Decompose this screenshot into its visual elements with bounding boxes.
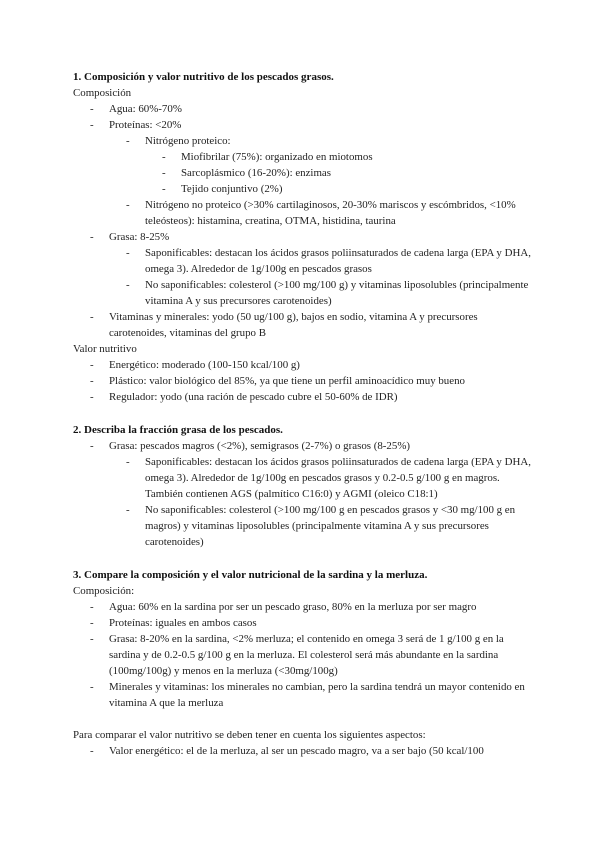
list-item: - No saponificables: colesterol (>100 mg/100 g en pescados grasos y <30 mg/100 g en magros) y vitaminas liposolubles (principalmente vitamina A y sus precursores carotenoides) — [145, 502, 533, 550]
list-item: - Saponificables: destacan los ácidos grasos poliinsaturados de cadena larga (EPA y DHA, omega 3). Alrededor de 1g/100g en pescados grasos — [145, 245, 533, 277]
section-2-heading: 2. Describa la fracción grasa de los pescados. — [73, 424, 283, 436]
list-item: - Vitaminas y minerales: yodo (50 ug/100 g), bajos en sodio, vitamina A y precursores carotenoides, vitaminas del grupo B — [109, 309, 533, 341]
fat-fraction-sublist — [109, 454, 533, 550]
protein-nitrogen-sublist — [145, 149, 533, 197]
list-item: - Agua: 60% en la sardina por ser un pescado graso, 80% en la merluza por ser magro — [109, 599, 533, 615]
protein-sublist — [109, 133, 533, 229]
list-item — [109, 229, 533, 309]
composition-label: Composición: — [73, 585, 135, 597]
list-item: - Sarcoplásmico (16-20%): enzimas — [181, 165, 533, 181]
list-item: - Saponificables: destacan los ácidos grasos poliinsaturados de cadena larga (EPA y DHA, omega 3). Alrededor de 1g/100g en pescados grasos y 0.2-0.5 g/100 g en magros. También contienen AGS (palmítico C16:0) y AGMI (oleico C18:1) — [145, 454, 533, 502]
list-item: - Regulador: yodo (una ración de pescado cubre el 50-60% de IDR) — [109, 389, 533, 405]
fat-sublist — [109, 245, 533, 309]
list-item: - Plástico: valor biológico del 85%, ya que tiene un perfil aminoacídico muy bueno — [109, 373, 533, 389]
list-item: - Tejido conjuntivo (2%) — [181, 181, 533, 197]
fat-fraction-list — [73, 438, 533, 550]
composition-list — [73, 101, 533, 341]
list-item: - Proteínas: iguales en ambos casos — [109, 615, 533, 631]
list-item — [145, 133, 533, 197]
section-3-heading: 3. Compare la composición y el valor nutricional de la sardina y la merluza. — [73, 569, 428, 581]
list-item: - Nitrógeno no proteico (>30% cartilaginosos, 20-30% mariscos y escómbridos, <10% teleósteos): histamina, creatina, OTMA, histidina, taurina — [145, 197, 533, 229]
nutritive-value-label: Valor nutritivo — [73, 343, 137, 355]
list-item: - Minerales y vitaminas: los minerales no cambian, pero la sardina tendrá un mayor contenido en vitamina A que la merluza — [109, 679, 533, 711]
document-content — [73, 69, 533, 759]
list-item-text: Proteínas: <20% — [109, 119, 182, 131]
list-item: - Agua: 60%-70% — [109, 101, 533, 117]
section-1 — [73, 69, 533, 405]
comparison-list — [73, 599, 533, 711]
list-item: - Valor energético: el de la merluza, al ser un pescado magro, va a ser bajo (50 kcal/100 — [109, 743, 533, 759]
nutritive-aspects-list — [73, 743, 533, 759]
section-3 — [73, 567, 533, 759]
list-item: - Grasa: 8-20% en la sardina, <2% merluza; el contenido en omega 3 será de 1 g/100 g en la sardina y de 0.2-0.5 g/100 g en la merluza. El colesterol será más abundante en la sardina (100mg/100g) y menos en la merluza (<30mg/100g) — [109, 631, 533, 679]
list-item-text: Grasa: pescados magros (<2%), semigrasos (2-7%) o grasos (8-25%) — [109, 440, 411, 452]
list-item-text: Nitrógeno proteico: — [145, 135, 231, 147]
list-item: - Miofibrilar (75%): organizado en miotomos — [181, 149, 533, 165]
list-item: - No saponificables: colesterol (>100 mg/100 g) y vitaminas liposolubles (principalmente vitamina A y sus precursores carotenoides) — [145, 277, 533, 309]
comparison-intro: Para comparar el valor nutritivo se deben tener en cuenta los siguientes aspectos: — [73, 729, 426, 741]
list-item-text: Grasa: 8-25% — [109, 231, 170, 243]
list-item: - Energético: moderado (100-150 kcal/100 g) — [109, 357, 533, 373]
list-item — [109, 438, 533, 550]
composition-label: Composición — [73, 87, 132, 99]
nutritive-value-list — [73, 357, 533, 405]
section-2 — [73, 422, 533, 550]
list-item — [109, 117, 533, 229]
section-1-heading: 1. Composición y valor nutritivo de los pescados grasos. — [73, 71, 334, 83]
